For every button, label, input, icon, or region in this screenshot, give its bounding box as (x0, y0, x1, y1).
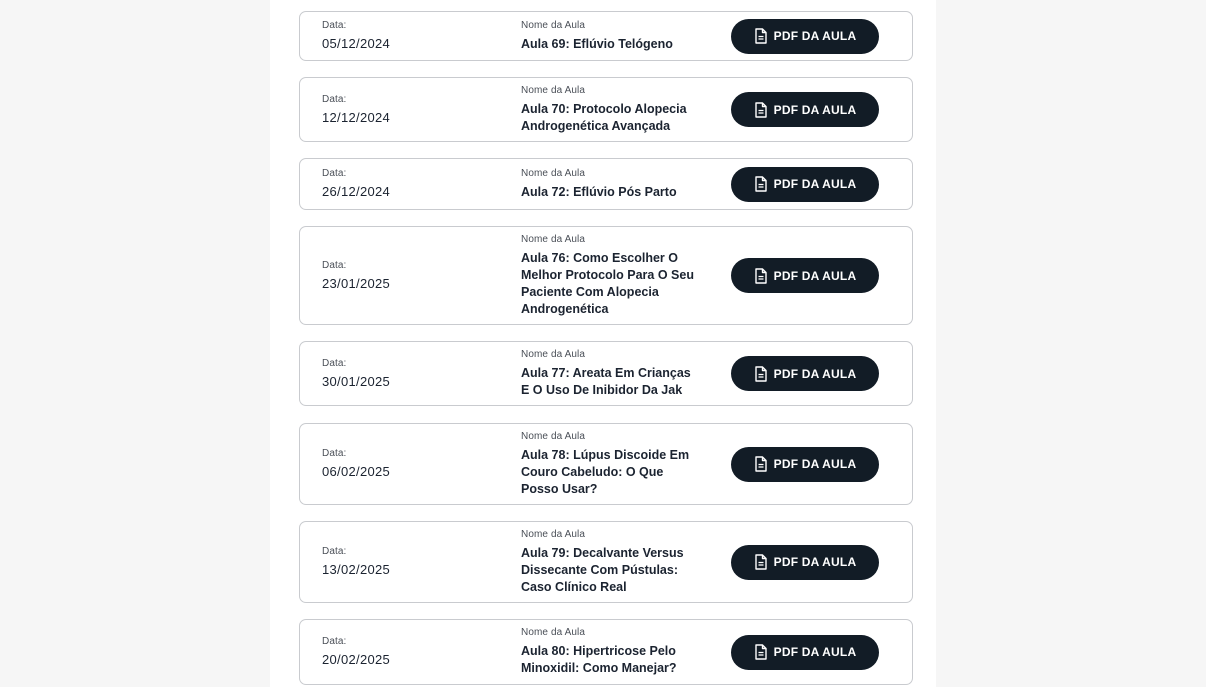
button-label: PDF DA AULA (773, 177, 857, 191)
document-icon (754, 456, 768, 472)
name-label: Nome da Aula (521, 528, 586, 540)
date-column (322, 620, 390, 684)
date-label: Data: (322, 168, 347, 179)
date-label: Data: (322, 20, 347, 31)
lesson-name: Aula 80: Hipertricose Pelo Minoxidil: Como Manejar? (521, 644, 677, 675)
name-label: Nome da Aula (521, 167, 586, 179)
name-label: Nome da Aula (521, 627, 586, 638)
document-icon (754, 176, 768, 192)
button-label: PDF DA AULA (773, 102, 857, 117)
lesson-card (299, 226, 913, 325)
pdf-download-button[interactable] (731, 447, 879, 482)
lesson-date: 05/12/2024 (322, 36, 391, 51)
name-column (521, 227, 699, 324)
date-label: Data: (322, 546, 347, 557)
pdf-download-button[interactable] (731, 356, 879, 391)
name-column (521, 342, 699, 405)
lesson-name: Aula 72: Eflúvio Pós Parto (521, 184, 677, 199)
lesson-name: Aula 76: Como Escolher O Melhor Protocolo Para O Seu Paciente Com Alopecia Androgenética (521, 250, 694, 316)
lesson-name: Aula 77: Areata Em Crianças E O Uso De Inibidor Da Jak (521, 365, 691, 397)
name-column (521, 159, 699, 209)
date-column (322, 159, 390, 209)
lesson-name: Aula 70: Protocolo Alopecia Androgenética Avançada (521, 101, 687, 133)
pdf-download-button[interactable] (731, 167, 879, 202)
name-label: Nome da Aula (521, 233, 586, 245)
button-label: PDF DA AULA (773, 645, 857, 659)
lesson-card (299, 158, 913, 210)
lesson-card (299, 521, 913, 603)
button-label: PDF DA AULA (773, 457, 857, 471)
lesson-name: Aula 79: Decalvante Versus Dissecante Com Pústulas: Caso Clínico Real (521, 545, 684, 594)
name-column (521, 522, 699, 602)
lesson-date: 26/12/2024 (322, 184, 391, 199)
name-label: Nome da Aula (521, 348, 586, 360)
name-label: Nome da Aula (521, 430, 586, 442)
document-icon (754, 554, 768, 570)
name-column (521, 424, 699, 504)
lesson-card (299, 619, 913, 685)
button-label: PDF DA AULA (773, 29, 857, 43)
date-column (322, 342, 390, 405)
lesson-date: 12/12/2024 (322, 109, 391, 125)
date-label: Data: (322, 357, 347, 369)
date-column (322, 424, 390, 504)
date-label: Data: (322, 448, 347, 459)
name-column (521, 620, 699, 684)
date-column (322, 78, 390, 141)
document-icon (754, 366, 768, 382)
pdf-download-button[interactable] (731, 258, 879, 293)
date-label: Data: (322, 93, 347, 105)
date-label: Data: (322, 636, 347, 647)
button-label: PDF DA AULA (773, 268, 857, 283)
lesson-card (299, 77, 913, 142)
date-column (322, 12, 390, 60)
name-column (521, 12, 699, 60)
pdf-download-button[interactable] (731, 545, 879, 580)
document-icon (754, 644, 768, 660)
lesson-date: 13/02/2025 (322, 562, 391, 577)
name-label: Nome da Aula (521, 19, 586, 31)
date-label: Data: (322, 259, 347, 271)
document-icon (754, 268, 768, 284)
button-label: PDF DA AULA (773, 366, 857, 381)
lesson-card (299, 341, 913, 406)
lesson-date: 23/01/2025 (322, 275, 391, 291)
document-icon (754, 102, 768, 118)
lesson-card (299, 11, 913, 61)
lesson-date: 20/02/2025 (322, 652, 391, 667)
lesson-date: 30/01/2025 (322, 373, 391, 389)
name-label: Nome da Aula (521, 84, 586, 96)
lesson-date: 06/02/2025 (322, 464, 391, 479)
name-column (521, 78, 699, 141)
date-column (322, 522, 390, 602)
lesson-card (299, 423, 913, 505)
lesson-name: Aula 69: Eflúvio Telógeno (521, 36, 673, 51)
pdf-download-button[interactable] (731, 635, 879, 670)
pdf-download-button[interactable] (731, 92, 879, 127)
date-column (322, 227, 390, 324)
lesson-name: Aula 78: Lúpus Discoide Em Couro Cabeludo: O Que Posso Usar? (521, 447, 690, 496)
button-label: PDF DA AULA (773, 555, 857, 569)
document-icon (754, 28, 768, 44)
pdf-download-button[interactable] (731, 19, 879, 54)
